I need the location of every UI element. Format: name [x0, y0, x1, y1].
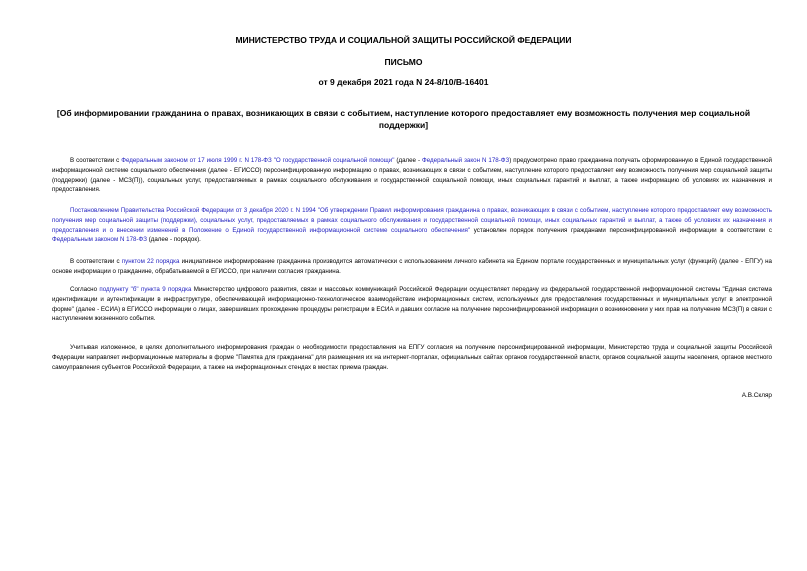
subclause-b-clause-9-link[interactable]: подпункту "б" пункта 9 порядка — [99, 286, 192, 293]
organization-heading: МИНИСТЕРСТВО ТРУДА И СОЦИАЛЬНОЙ ЗАЩИТЫ РОССИЙСКОЙ ФЕДЕРАЦИИ — [235, 35, 572, 45]
paragraph-3 — [52, 257, 772, 277]
clause-22-link[interactable]: пунктом 22 порядка — [121, 258, 180, 265]
paragraph-3-text-1: В соответствии с — [70, 258, 122, 265]
federal-law-178-short-link[interactable]: Федеральный закон N 178-ФЗ — [422, 157, 510, 164]
paragraph-3-text-2: инициативное информирование гражданина производится автоматически с использованием личного кабинета на Едином портале государственных и муниципальных услуг (функций) (далее - ЕПГУ) на основе информации о гражданине, обрабатываемой в ЕГИССО, при наличии согласия гражданина. — [52, 258, 772, 275]
paragraph-1-text-1: В соответствии с — [70, 157, 122, 164]
paragraph-2 — [52, 206, 772, 245]
paragraph-4-text-2: Министерство цифрового развития, связи и массовых коммуникаций Российской Федерации осуществляет передачу из федеральной государственной информационной системы "Единая система идентификации и аутентификации в инфраструктуре, обеспечивающей информационно-технологическое взаимодействие информационных систем, используемых для предоставления государственных и муниципальных услуг в электронной форме" (далее - ЕСИА) в ЕГИССО информации о лицах, завершивших прохождение процедуры регистрации в ЕСИА и давших согласие на получение персонифицированной информации о возникновении у них прав на получение МСЗ(П) в связи с наступлением жизненного события. — [52, 286, 772, 323]
federal-law-178-link[interactable]: Федеральным законом от 17 июля 1999 г. N 178-ФЗ "О государственной социальной помощи" — [121, 157, 395, 164]
signature: А.В.Скляр — [741, 392, 772, 399]
federal-law-178-link-2[interactable]: Федеральным законом N 178-ФЗ — [52, 236, 147, 244]
paragraph-5 — [52, 343, 772, 372]
government-resolution-1994-link[interactable]: Постановлением Правительства Российской Федерации от 3 декабря 2020 г. N 1994 "Об утверждении Правил информирования гражданина о правах, возникающих в связи с событием, наступление которого предоставляет ему возможность получения мер социальной защиты (поддержки), социальных услуг, предоставляемых в рамках социального обслуживания и государственной социальной помощи, иных социальных гарантий и выплат, а также об условиях их назначения и предоставления и о внесении изменений в Положение о Единой государственной информационной системе социального обеспечения" — [52, 207, 772, 234]
paragraph-2-text-2: (далее - порядок). — [146, 236, 201, 244]
paragraph-5-text-1: Учитывая изложенное, в целях дополнительного информирования граждан о необходимости предоставления на ЕПГУ согласия на получение персонифицированной информации, Министерство труда и социальной защиты Российской Федерации направляет информационные материалы в форме "Памятка для гражданина" для размещения их на интернет-порталах, официальных сайтах органов государственной власти, органов социальной защиты населения, органов местного самоуправления субъектов Российской Федерации, а также на информационных стендах в местах приема граждан. — [52, 344, 772, 371]
document-subject: [Об информировании гражданина о правах, возникающих в связи с событием, наступление которого предоставляет ему возможность получения мер социальной поддержки] — [56, 108, 751, 130]
paragraph-1-text-2: (далее - — [394, 157, 423, 164]
paragraph-4-text-1: Согласно — [70, 286, 100, 293]
paragraph-1 — [52, 156, 772, 195]
paragraph-1-text-3: ) предусмотрено право гражданина получать сформированную в Единой государственной информационной системе социального обеспечения (далее - ЕГИССО) персонифицированную информацию о правах, возникающих в связи с событием, наступление которого предоставляет ему возможность получения мер социальной защиты (поддержки) (далее - МСЗ(П)), социальных услуг, предоставляемых в рамках социального обслуживания и государственной социальной помощи, иных социальных гарантий и выплат, а также информацию об условиях их назначения и предоставления. — [52, 157, 772, 194]
paragraph-4 — [52, 285, 772, 324]
document-date-number: от 9 декабря 2021 года N 24-8/10/В-16401 — [318, 77, 489, 87]
paragraph-2-text-1: установлен порядок получения гражданами персонифицированной информации в соответствии с — [470, 226, 772, 234]
document-page — [35, 0, 772, 571]
document-type-heading: ПИСЬМО — [384, 57, 423, 67]
